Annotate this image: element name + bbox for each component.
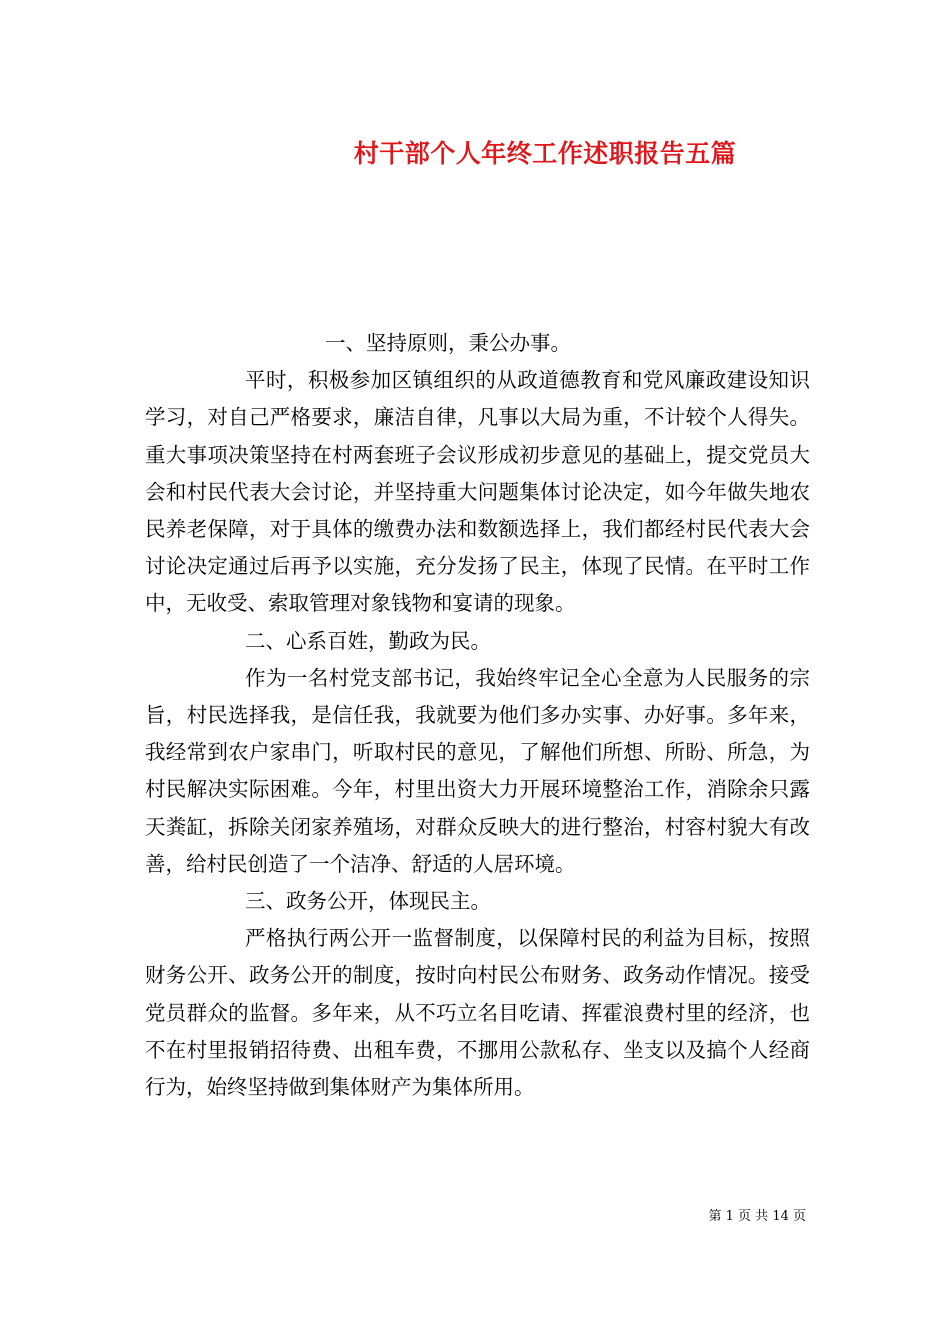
section-2-heading: 二、心系百姓，勤政为民。: [245, 628, 491, 653]
section-1-heading: 一、坚持原则，秉公办事。: [325, 331, 571, 355]
section-2-paragraph: 作为一名村党支部书记，我始终牢记全心全意为人民服务的宗旨，村民选择我，是信任我，我就要为他们多办实事、办好事。多年来，我经常到农户家串门，听取村民的意见，了解他们所想、所盼、所急，为村民解决实际困难。今年，村里出资大力开展环境整治工作，消除余只露天粪缸，拆除关闭家养殖场，对群众反映大的进行整治，村容村貌大有改善，给村民创造了一个洁净、舒适的人居环境。: [145, 665, 810, 876]
section-3-heading: 三、政务公开，体现民主。: [245, 889, 491, 914]
document-body: [145, 325, 810, 1106]
document-title: 村干部个人年终工作述职报告五篇: [353, 139, 737, 168]
page-number-footer: 第 1 页 共 14 页: [708, 1209, 806, 1224]
section-1-paragraph: 平时，积极参加区镇组织的从政道德教育和党风廉政建设知识学习，对自己严格要求，廉洁自律，凡事以大局为重，不计较个人得失。重大事项决策坚持在村两套班子会议形成初步意见的基础上，提交党员大会和村民代表大会讨论，并坚持重大问题集体讨论决定，如今年做失地农民养老保障，对于具体的缴费办法和数额选择上，我们都经村民代表大会讨论决定通过后再予以实施，充分发扬了民主，体现了民情。在平时工作中，无收受、索取管理对象钱物和宴请的现象。: [145, 368, 810, 616]
section-3-paragraph: 严格执行两公开一监督制度，以保障村民的利益为目标，按照财务公开、政务公开的制度，按时向村民公布财务、政务动作情况。接受党员群众的监督。多年来，从不巧立名目吃请、挥霍浪费村里的经济，也不在村里报销招待费、出租车费，不挪用公款私存、坐支以及搞个人经商行为，始终坚持做到集体财产为集体所用。: [145, 926, 810, 1100]
